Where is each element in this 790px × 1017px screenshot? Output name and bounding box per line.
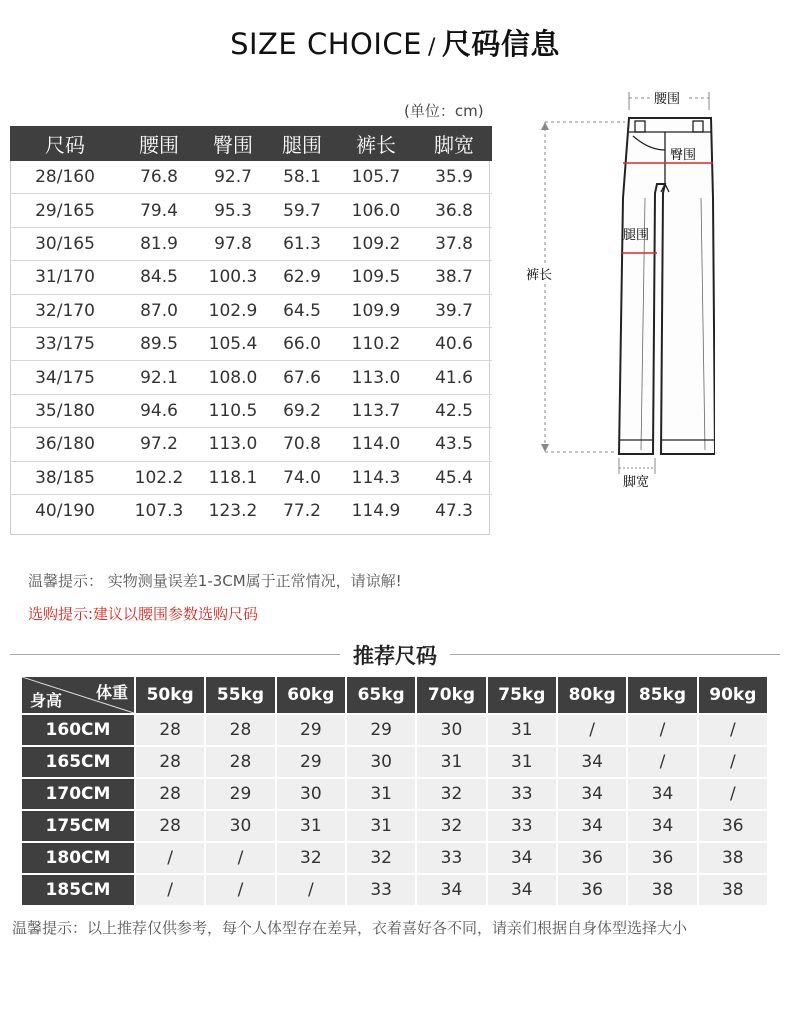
diagram-label-length: 裤长 <box>526 268 553 283</box>
weight-header-cell: 60kg <box>277 677 345 713</box>
weight-header-cell: 55kg <box>206 677 274 713</box>
size-header-cell: 裤长 <box>336 126 416 161</box>
size-table-cell: 66.0 <box>268 327 336 360</box>
height-header-cell: 180CM <box>22 843 134 873</box>
recommend-header-row <box>22 677 767 713</box>
recommend-size-cell: 30 <box>277 779 345 809</box>
height-header-cell: 165CM <box>22 747 134 777</box>
recommend-size-cell: 31 <box>488 747 556 777</box>
size-table-row <box>10 394 492 427</box>
size-table-cell: 105.4 <box>198 327 268 360</box>
size-table-cell: 123.2 <box>208 501 258 522</box>
size-table-cell: 67.6 <box>268 361 336 394</box>
size-table-row <box>10 261 492 294</box>
recommend-title-text: 推荐尺码 <box>343 644 447 668</box>
size-table-row <box>10 194 492 227</box>
size-table-cell: 92.1 <box>120 361 198 394</box>
size-table-cell: 109.5 <box>336 261 416 294</box>
size-table-cell: 32/170 <box>10 294 120 327</box>
size-table-cell: 113.0 <box>198 428 268 461</box>
weight-header-cell: 80kg <box>558 677 626 713</box>
recommend-size-cell: 38 <box>699 843 767 873</box>
size-table-cell: 45.4 <box>416 461 492 494</box>
recommend-size-cell: 38 <box>628 875 696 905</box>
recommend-size-cell: 32 <box>417 779 485 809</box>
recommend-size-cell: 28 <box>206 715 274 745</box>
recommend-size-cell: 34 <box>417 875 485 905</box>
weight-header-cell: 90kg <box>699 677 767 713</box>
size-table-cell: 97.2 <box>120 428 198 461</box>
recommend-size-cell: 29 <box>347 715 415 745</box>
size-table-cell: 102.9 <box>198 294 268 327</box>
recommend-row <box>22 779 767 809</box>
size-table-cell: 106.0 <box>336 194 416 227</box>
size-table-cell: 61.3 <box>268 227 336 260</box>
diagram-label-thigh: 腿围 <box>623 228 650 243</box>
corner-height-label: 身高 <box>30 691 63 710</box>
size-table-row <box>10 327 492 360</box>
size-table-cell: 41.6 <box>416 361 492 394</box>
recommend-row <box>22 747 767 777</box>
size-table-cell: 100.3 <box>198 261 268 294</box>
size-table-cell: 114.0 <box>336 428 416 461</box>
recommend-size-cell: 36 <box>558 843 626 873</box>
recommend-size-cell: / <box>699 715 767 745</box>
recommend-size-cell: / <box>628 715 696 745</box>
recommend-size-cell: 29 <box>206 779 274 809</box>
size-table-cell: 92.7 <box>198 161 268 194</box>
size-table-cell: 87.0 <box>120 294 198 327</box>
weight-header-cell: 65kg <box>347 677 415 713</box>
unit-note: (单位：cm) <box>404 102 484 120</box>
recommend-size-cell: 31 <box>417 747 485 777</box>
recommend-footer-tip: 温馨提示：以上推荐仅供参考，每个人体型存在差异，衣着喜好各不同，请亲们根据自身体型选择大小 <box>12 919 688 937</box>
recommend-size-cell: 32 <box>277 843 345 873</box>
size-table-cell: 79.4 <box>120 194 198 227</box>
size-table-cell: 109.9 <box>336 294 416 327</box>
recommend-size-cell: 38 <box>699 875 767 905</box>
size-table-cell: 36/180 <box>10 428 120 461</box>
recommend-size-cell: 34 <box>628 779 696 809</box>
size-table-cell: 34/175 <box>10 361 120 394</box>
size-table-cell: 40/190 <box>35 501 95 522</box>
size-table-cell: 40.6 <box>416 327 492 360</box>
size-table-cell: 105.7 <box>336 161 416 194</box>
size-table-cell: 110.5 <box>198 394 268 427</box>
size-table-cell: 64.5 <box>268 294 336 327</box>
recommend-size-cell: 34 <box>488 843 556 873</box>
size-table-cell: 114.3 <box>336 461 416 494</box>
hem-dimension <box>619 458 655 474</box>
title-english: SIZE CHOICE <box>230 27 422 61</box>
size-table-cell: 31/170 <box>10 261 120 294</box>
size-table-cell: 95.3 <box>198 194 268 227</box>
recommend-table-body <box>22 715 767 905</box>
recommend-size-cell: 33 <box>347 875 415 905</box>
size-table-cell: 58.1 <box>268 161 336 194</box>
size-table-cell: 113.7 <box>336 394 416 427</box>
size-table-cell: 77.2 <box>283 501 321 522</box>
pants-diagram <box>515 88 715 498</box>
height-header-cell: 185CM <box>22 875 134 905</box>
recommend-size-cell: 31 <box>347 779 415 809</box>
size-table-cell: 39.7 <box>416 294 492 327</box>
size-table-row <box>10 361 492 394</box>
size-header-cell: 腿围 <box>268 126 336 161</box>
size-table-cell: 107.3 <box>134 501 184 522</box>
recommend-size-cell: 28 <box>136 779 204 809</box>
size-table-cell: 110.2 <box>336 327 416 360</box>
recommend-size-cell: / <box>558 715 626 745</box>
recommend-size-cell: 28 <box>136 715 204 745</box>
recommend-size-cell: 32 <box>417 811 485 841</box>
height-header-cell: 160CM <box>22 715 134 745</box>
recommend-size-cell: 34 <box>558 779 626 809</box>
recommend-row <box>22 843 767 873</box>
size-table-cell: 69.2 <box>268 394 336 427</box>
size-table <box>10 126 492 527</box>
recommend-size-cell: / <box>136 875 204 905</box>
size-table-cell: 84.5 <box>120 261 198 294</box>
size-table-cell: 62.9 <box>268 261 336 294</box>
size-table-cell: 70.8 <box>268 428 336 461</box>
recommend-size-cell: 34 <box>488 875 556 905</box>
diagram-label-hem: 脚宽 <box>623 475 650 490</box>
recommend-size-cell: / <box>699 747 767 777</box>
size-table-cell: 47.3 <box>435 501 473 522</box>
weight-header-cell: 70kg <box>417 677 485 713</box>
size-table-cell: 97.8 <box>198 227 268 260</box>
size-table-cell: 89.5 <box>120 327 198 360</box>
size-table-cell: 36.8 <box>416 194 492 227</box>
recommend-size-cell: 30 <box>417 715 485 745</box>
size-table-cell: 118.1 <box>198 461 268 494</box>
title-chinese: 尺码信息 <box>441 27 560 61</box>
recommend-size-cell: / <box>206 875 274 905</box>
size-table-cell: 94.6 <box>120 394 198 427</box>
size-header-cell: 腰围 <box>120 126 198 161</box>
size-table-row <box>10 461 492 494</box>
size-table-header <box>10 126 492 161</box>
size-table-cell: 76.8 <box>120 161 198 194</box>
size-table-cell: 43.5 <box>416 428 492 461</box>
size-table-cell: 81.9 <box>120 227 198 260</box>
length-dimension <box>541 122 625 452</box>
size-table-cell: 30/165 <box>10 227 120 260</box>
page-title <box>0 22 790 63</box>
title-slash: / <box>427 35 436 60</box>
recommend-row <box>22 875 767 905</box>
size-header-cell: 脚宽 <box>416 126 492 161</box>
size-table-cell: 113.0 <box>336 361 416 394</box>
size-table-body <box>10 161 492 527</box>
size-header-cell: 尺码 <box>10 126 120 161</box>
size-table-cell: 35.9 <box>416 161 492 194</box>
recommend-table <box>20 675 769 907</box>
recommend-corner-cell <box>22 677 134 713</box>
pants-outline-icon <box>619 118 715 454</box>
recommend-size-cell: / <box>136 843 204 873</box>
recommend-row <box>22 811 767 841</box>
size-table-cell: 74.0 <box>268 461 336 494</box>
corner-weight-label: 体重 <box>95 683 128 702</box>
recommend-size-cell: / <box>628 747 696 777</box>
recommend-size-cell: 34 <box>558 811 626 841</box>
size-table-cell: 114.9 <box>351 501 401 522</box>
recommend-size-cell: 32 <box>347 843 415 873</box>
recommend-size-cell: 30 <box>206 811 274 841</box>
size-table-cell: 38/185 <box>10 461 120 494</box>
recommend-size-cell: / <box>277 875 345 905</box>
recommend-size-cell: 33 <box>488 811 556 841</box>
size-table-cell: 38.7 <box>416 261 492 294</box>
recommend-title <box>0 640 790 670</box>
size-table-row <box>10 161 492 194</box>
size-table-row <box>10 227 492 260</box>
recommend-size-cell: 33 <box>417 843 485 873</box>
weight-header-cell: 50kg <box>136 677 204 713</box>
recommend-size-cell: 36 <box>699 811 767 841</box>
recommend-size-cell: 31 <box>277 811 345 841</box>
size-table-row <box>10 494 492 527</box>
recommend-size-cell: / <box>699 779 767 809</box>
recommend-size-cell: / <box>206 843 274 873</box>
height-header-cell: 175CM <box>22 811 134 841</box>
recommend-size-cell: 33 <box>488 779 556 809</box>
size-table-cell: 37.8 <box>416 227 492 260</box>
recommend-size-cell: 36 <box>628 843 696 873</box>
size-table-cell: 59.7 <box>268 194 336 227</box>
measurement-tip: 温馨提示： 实物测量误差1-3CM属于正常情况，请谅解! <box>28 572 402 590</box>
size-table-cell: 28/160 <box>10 161 120 194</box>
size-table-row <box>10 428 492 461</box>
recommend-size-cell: 34 <box>628 811 696 841</box>
recommend-size-cell: 34 <box>558 747 626 777</box>
weight-header-cell: 85kg <box>628 677 696 713</box>
recommend-size-cell: 28 <box>136 747 204 777</box>
diagram-label-waist: 腰围 <box>654 92 681 107</box>
size-table-cell: 35/180 <box>10 394 120 427</box>
recommend-size-cell: 36 <box>558 875 626 905</box>
purchase-tip: 选购提示:建议以腰围参数选购尺码 <box>28 605 259 623</box>
size-table-cell: 29/165 <box>10 194 120 227</box>
size-table-cell: 42.5 <box>416 394 492 427</box>
height-header-cell: 170CM <box>22 779 134 809</box>
recommend-size-cell: 28 <box>136 811 204 841</box>
weight-header-cell: 75kg <box>488 677 556 713</box>
size-header-cell: 臀围 <box>198 126 268 161</box>
recommend-row <box>22 715 767 745</box>
recommend-size-cell: 28 <box>206 747 274 777</box>
recommend-size-cell: 30 <box>347 747 415 777</box>
recommend-size-cell: 31 <box>488 715 556 745</box>
diagram-label-hip: 臀围 <box>670 148 697 163</box>
size-table-cell: 109.2 <box>336 227 416 260</box>
recommend-size-cell: 29 <box>277 715 345 745</box>
recommend-size-cell: 31 <box>347 811 415 841</box>
size-table-cell: 108.0 <box>198 361 268 394</box>
size-table-row <box>10 294 492 327</box>
size-table-cell: 102.2 <box>120 461 198 494</box>
size-table-cell: 33/175 <box>10 327 120 360</box>
recommend-size-cell: 29 <box>277 747 345 777</box>
